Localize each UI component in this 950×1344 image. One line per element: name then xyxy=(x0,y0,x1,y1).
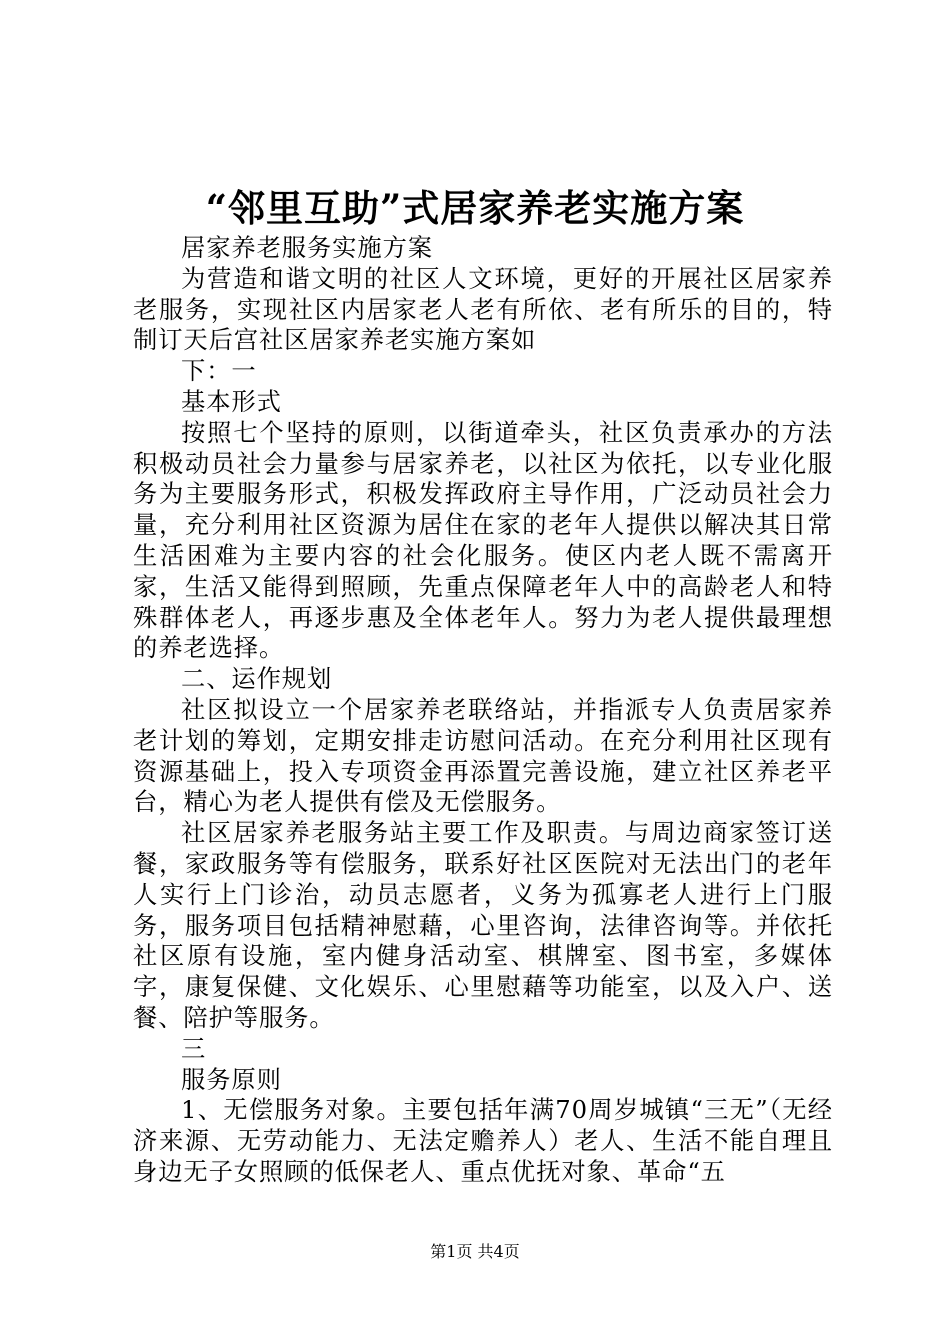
document-title: “邻里互助”式居家养老实施方案 xyxy=(205,186,745,230)
section-heading-operation: 二、运作规划 xyxy=(181,664,333,694)
paragraph-continuation: 下：一 xyxy=(181,356,257,386)
section-heading-principles: 服务原则 xyxy=(181,1064,282,1094)
paragraph-free-service: 1、无偿服务对象。主要包括年满70周岁城镇“三无”（无经济来源、无劳动能力、无法定赡养人）老人、生活不能自理且身边无子女照顾的低保老人、重点优抚对象、革命“五 xyxy=(133,1095,833,1186)
paragraph-basic-form: 按照七个坚持的原则，以街道牵头，社区负责承办的方法积极动员社会力量参与居家养老，以社区为依托，以专业化服务为主要服务形式，积极发挥政府主导作用，广泛动员社会力量，充分利用社区资源为居住在家的老年人提供以解决其日常生活困难为主要内容的社会化服务。使区内老人既不需离开家，生活又能得到照顾，先重点保障老年人中的高龄老人和特殊群体老人，再逐步惠及全体老年人。努力为老人提供最理想的养老选择。 xyxy=(133,417,833,663)
document-body xyxy=(133,233,833,1188)
paragraph-station-duties: 社区居家养老服务站主要工作及职责。与周边商家签订送餐，家政服务等有偿服务，联系好社区医院对无法出门的老年人实行上门诊治，动员志愿者，义务为孤寡老人进行上门服务，服务项目包括精神慰藉，心里咨询，法律咨询等。并依托社区原有设施，室内健身活动室、棋牌室、图书室，多媒体字，康复保健、文化娱乐、心里慰藉等功能室，以及入户、送餐、陪护等服务。 xyxy=(133,818,833,1032)
page-footer: 第1页 共4页 xyxy=(430,1242,520,1261)
paragraph-intro: 为营造和谐文明的社区人文环境，更好的开展社区居家养老服务，实现社区内居家老人老有所依、老有所乐的目的，特制订天后宫社区居家养老实施方案如 xyxy=(133,263,833,355)
paragraph-operation: 社区拟设立一个居家养老联络站，并指派专人负责居家养老计划的筹划，定期安排走访慰问活动。在充分利用社区现有资源基础上，投入专项资金再添置完善设施，建立社区养老平台，精心为老人提供有偿及无偿服务。 xyxy=(133,694,833,817)
section-number-three: 三 xyxy=(181,1033,207,1063)
section-heading-basic-form: 基本形式 xyxy=(181,386,282,416)
paragraph-subtitle: 居家养老服务实施方案 xyxy=(181,233,433,262)
